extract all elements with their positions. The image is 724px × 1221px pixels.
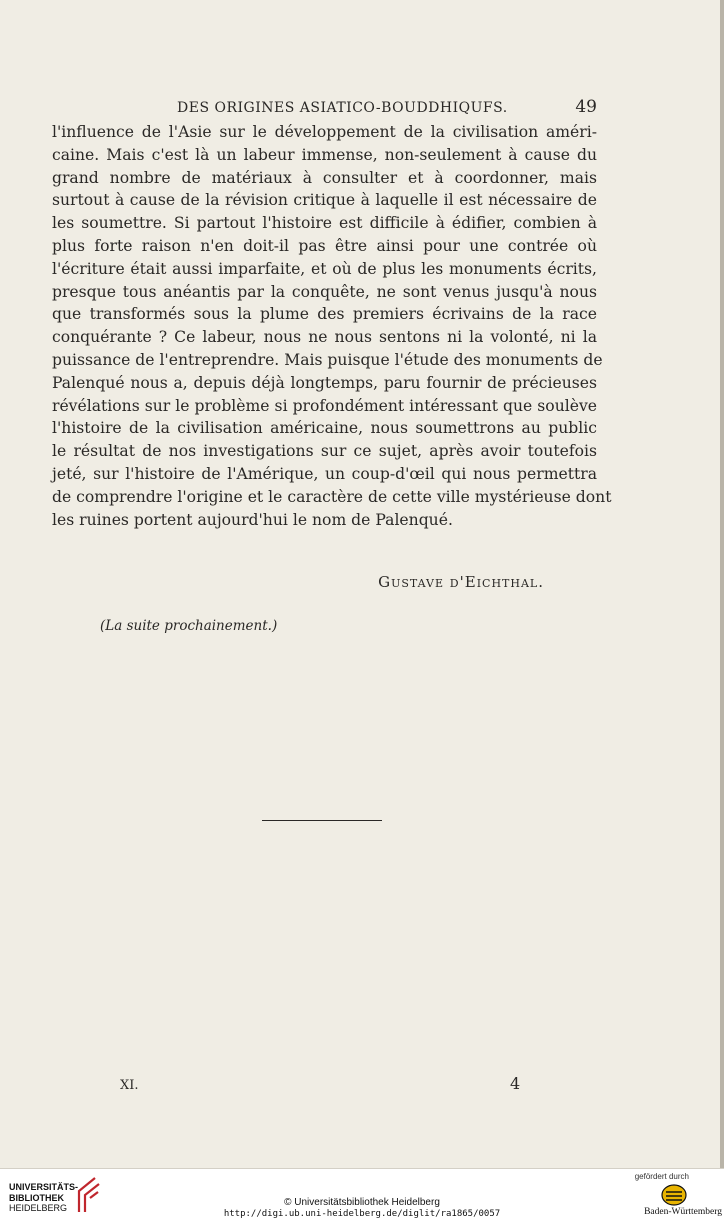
- digitization-footer: [0, 1168, 724, 1221]
- body-line: puissance de l'entreprendre. Mais puisque l'étude des monuments de: [52, 350, 603, 369]
- sponsor-crest-icon[interactable]: [660, 1183, 688, 1207]
- sponsor-label: gefördert durch: [634, 1172, 689, 1181]
- author-signature: Gustave d'Eichthal.: [378, 573, 544, 591]
- printer-signature-number: 4: [510, 1074, 521, 1093]
- body-line: presque tous anéantis par la conquête, ne sont venus jusqu'à nous: [52, 282, 597, 301]
- library-name-line3: HEIDELBERG: [9, 1203, 68, 1213]
- body-text: [52, 121, 612, 531]
- body-line: plus forte raison n'en doit-il pas être ainsi pour une contrée où: [52, 236, 597, 255]
- body-line: que transformés sous la plume des premiers écrivains de la race: [52, 305, 597, 324]
- running-title: DES ORIGINES ASIATICO-BOUDDHIQUFS.: [177, 100, 508, 116]
- printer-signature-mark: XI.: [120, 1078, 139, 1093]
- copyright-notice: © Universitätsbibliothek Heidelberg: [284, 1197, 440, 1208]
- page-number: 49: [575, 97, 597, 117]
- library-name-line1: UNIVERSITÄTS-: [9, 1182, 79, 1192]
- body-line: les ruines portent aujourd'hui le nom de Palenqué.: [52, 510, 453, 529]
- body-line: de comprendre l'origine et le caractère de cette ville mystérieuse dont: [52, 487, 612, 506]
- permalink-url[interactable]: http://digi.ub.uni-heidelberg.de/diglit/ra1865/0057: [223, 1209, 501, 1219]
- body-line: le résultat de nos investigations sur ce sujet, après avoir toutefois: [52, 442, 597, 461]
- body-line: Palenqué nous a, depuis déjà longtemps, paru fournir de précieuses: [52, 373, 597, 392]
- library-name-line2: BIBLIOTHEK: [9, 1192, 64, 1203]
- body-line: surtout à cause de la révision critique à laquelle il est nécessaire de: [52, 191, 597, 210]
- body-line: caine. Mais c'est là un labeur immense, non-seulement à cause du: [52, 145, 597, 164]
- body-line: l'écriture était aussi imparfaite, et où de plus les monuments écrits,: [52, 259, 597, 278]
- body-line: jeté, sur l'histoire de l'Amérique, un coup-d'œil qui nous permettra: [52, 464, 597, 483]
- end-rule: [262, 820, 382, 821]
- sponsor-name: Baden-Württemberg: [644, 1207, 722, 1217]
- body-line: les soumettre. Si partout l'histoire est difficile à édifier, combien à: [52, 214, 597, 233]
- body-line: révélations sur le problème si profondément intéressant que soulève: [52, 396, 597, 415]
- body-line: l'influence de l'Asie sur le développement de la civilisation améri-: [52, 123, 597, 141]
- continuation-note: (La suite prochainement.): [100, 618, 278, 634]
- page-edge: [720, 0, 724, 1168]
- body-line: conquérante ? Ce labeur, nous ne nous sentons ni la volonté, ni la: [52, 328, 597, 347]
- body-line: grand nombre de matériaux à consulter et à coordonner, mais: [52, 168, 597, 187]
- body-line: l'histoire de la civilisation américaine, nous soumettrons au public: [52, 419, 597, 438]
